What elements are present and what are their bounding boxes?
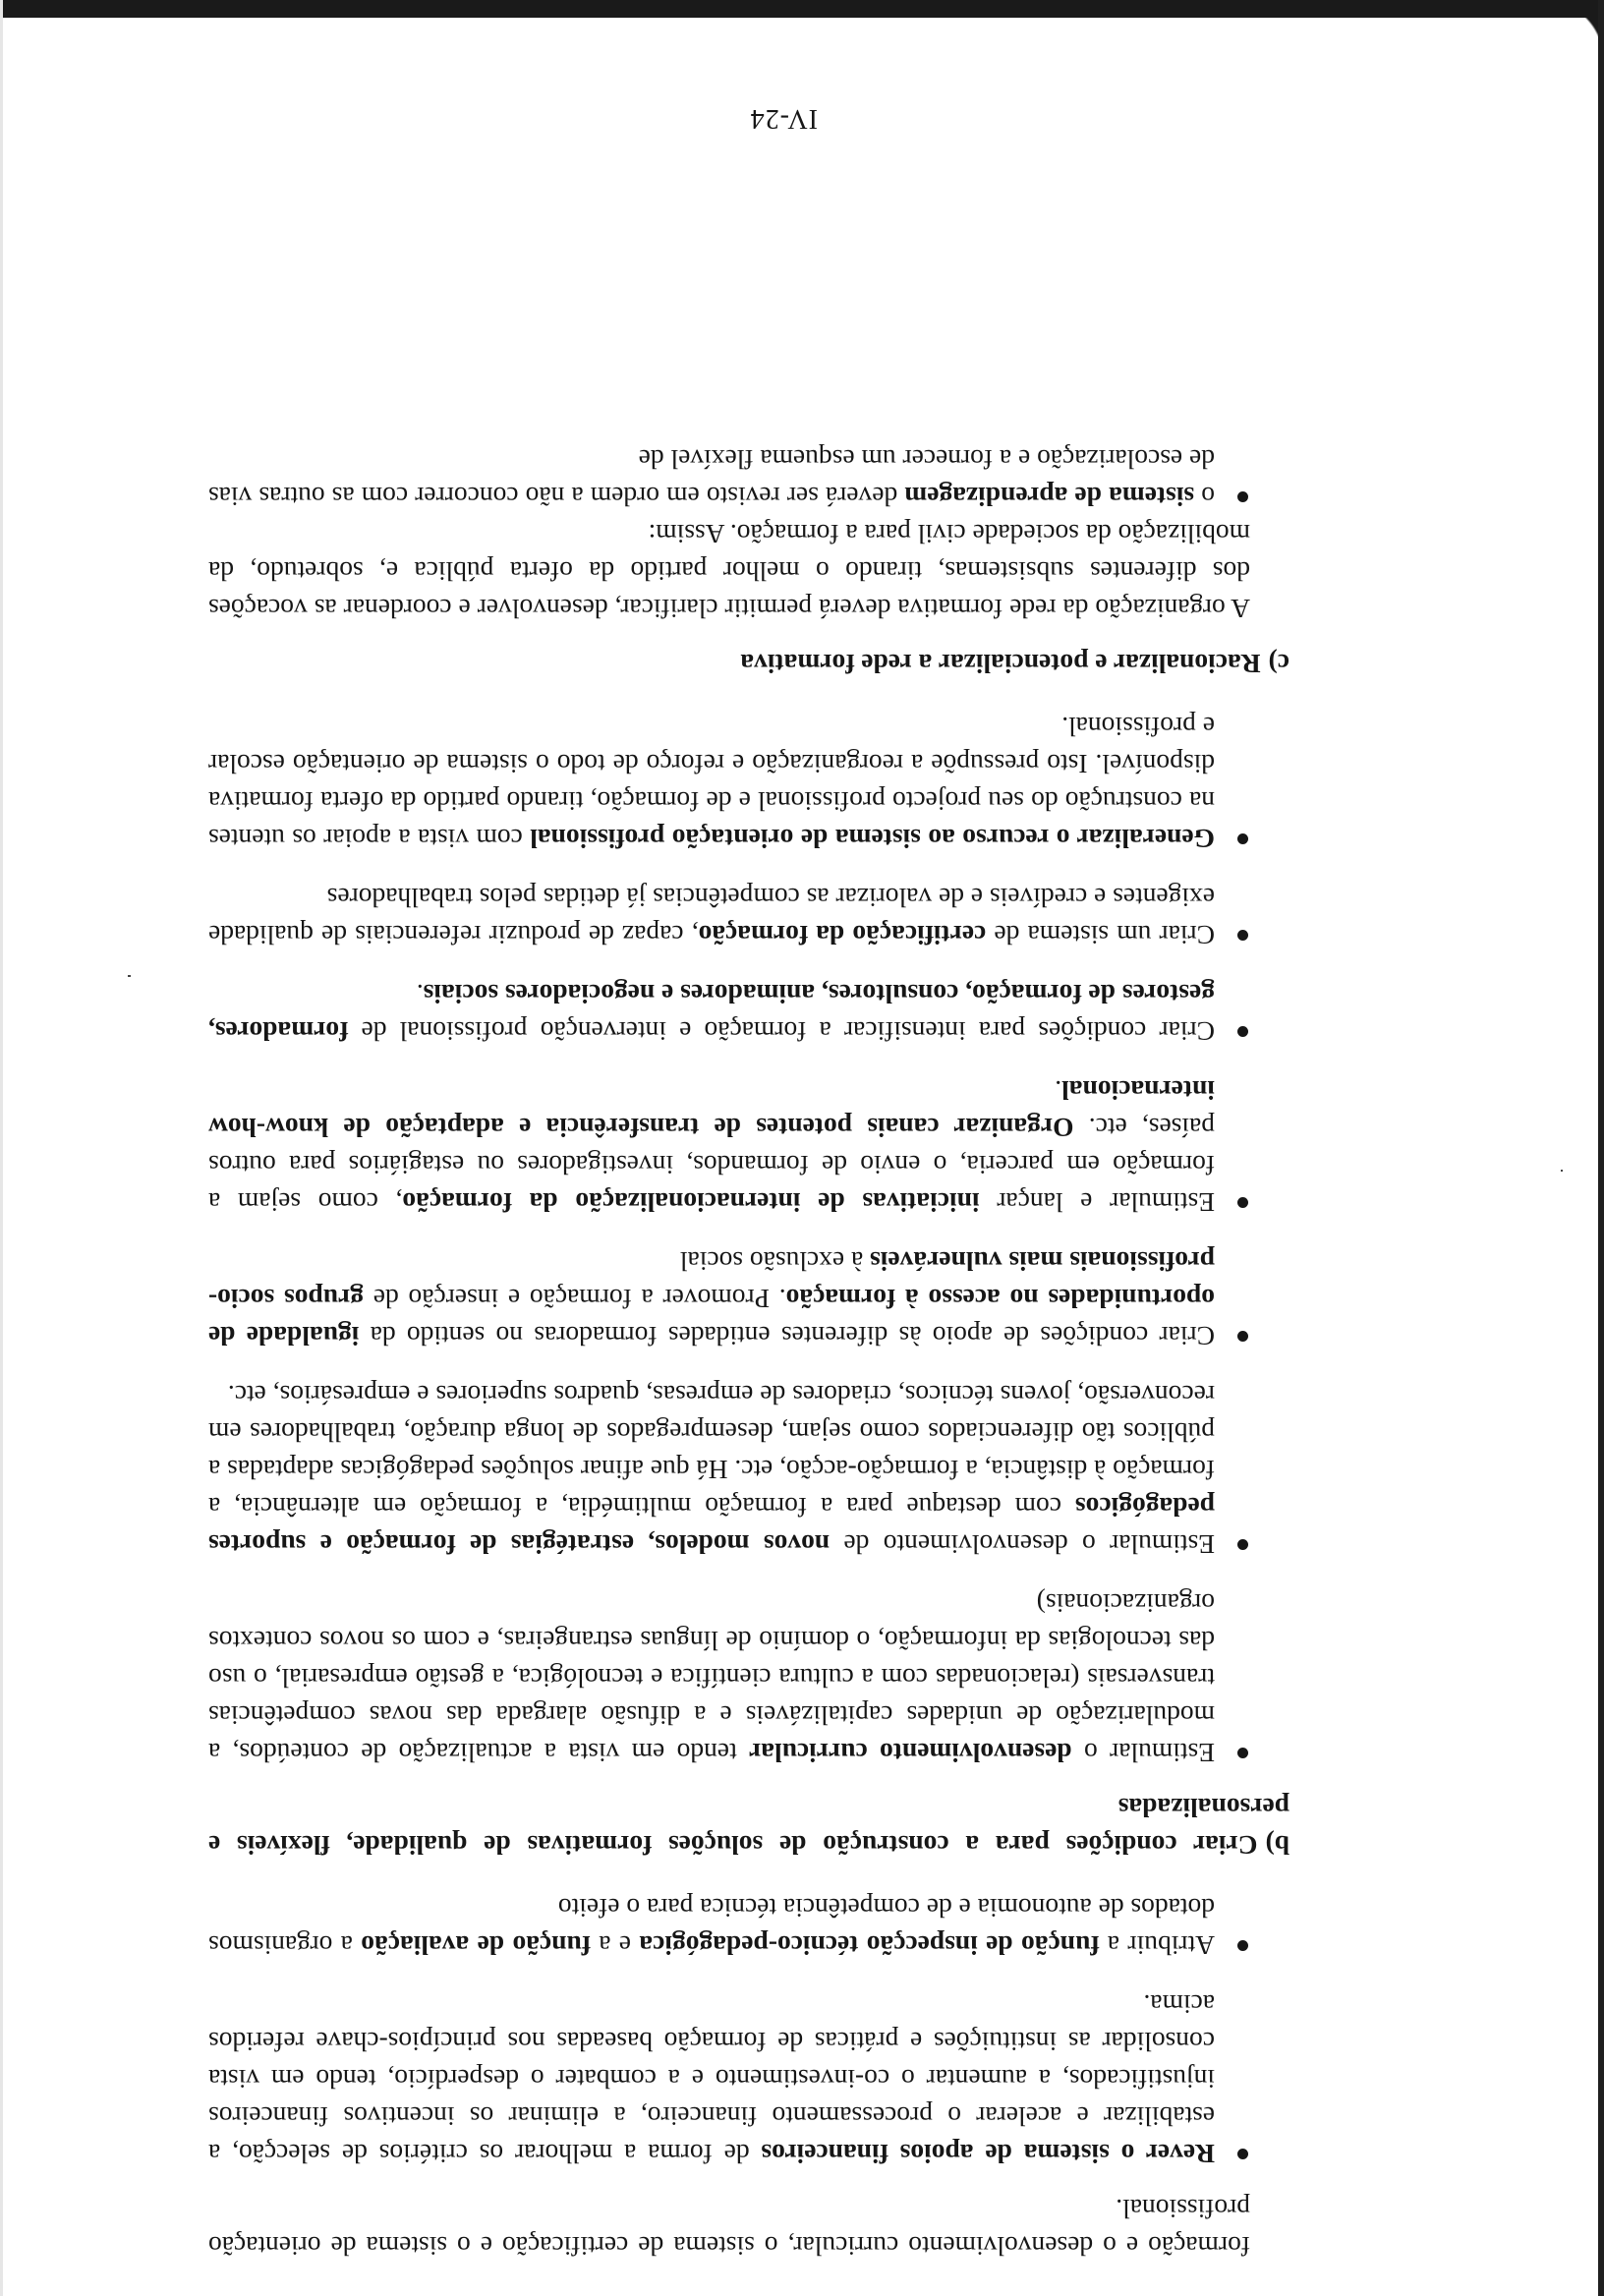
bullet-text: com vista a apoiar os utentes na construção do seu projecto profissional e de formação, tirando partido da oferta formativa disponível. Isto pressupõe a reorganização e reforço de todo o sistema de orientação escolar e profissional. bbox=[208, 712, 1215, 854]
page-number-text: IV-24 bbox=[749, 103, 818, 134]
section-label: c) bbox=[1268, 649, 1289, 679]
list-item bbox=[208, 1242, 1250, 1354]
list-item bbox=[208, 975, 1250, 1050]
list-item bbox=[208, 1071, 1250, 1221]
bullet-text: Criar condições de apoio às diferentes entidades formadoras no sentido da bbox=[359, 1321, 1215, 1351]
bullet-text: deverá ser revisto em ordem a não concorrer com as outras vias de escolarização e a fornecer um esquema flexível de bbox=[207, 444, 1215, 512]
bold-phrase: Rever o sistema de apoios financeiros bbox=[761, 2139, 1215, 2169]
bullet-text: Estimular e lançar bbox=[979, 1187, 1215, 1218]
bold-phrase: função de avaliação bbox=[361, 1930, 591, 1961]
bullet-text: a organismos dotados de autonomia e de competência técnica para o efeito bbox=[208, 1893, 1215, 1961]
bullet-text: de forma a melhorar os critérios de selecção, a estabilizar e acelerar o processamento financeiro, a eliminar os incentivos financeiros injustificados, a aumentar o co-investimento e a combater o desperdício, tendo em vista consolidar as instituições e práticas de formação baseadas nos princípios-chave referidos acima. bbox=[208, 1989, 1215, 2169]
bold-phrase: Generalizar o recurso ao sistema de orientação profissional bbox=[530, 824, 1215, 854]
bold-phrase: igualdade de oportunidades no acesso à formação bbox=[208, 1284, 1215, 1351]
list-item bbox=[208, 440, 1250, 515]
list-item bbox=[208, 879, 1250, 953]
bold-phrase: certificação da formação bbox=[698, 920, 987, 950]
section-title: Racionalizar e potencializar a rede formativa bbox=[740, 649, 1261, 679]
bold-phrase: grupos socio-profissionais mais vulneráveis bbox=[207, 1246, 1215, 1314]
bullet-icon bbox=[1237, 2149, 1248, 2159]
bullet-text: Estimular o desenvolvimento de bbox=[830, 1529, 1215, 1560]
list-item bbox=[208, 1376, 1250, 1563]
bullet-text: Atribuir a bbox=[1099, 1930, 1215, 1961]
bullet-icon bbox=[1237, 491, 1248, 502]
list-item bbox=[208, 708, 1250, 857]
bold-phrase: Organizar canais potentes de transferência e adaptação de know-how internacional bbox=[207, 1075, 1215, 1143]
section-heading-b bbox=[208, 1789, 1289, 1864]
bold-phrase: iniciativas de internacionalização da formação bbox=[402, 1187, 980, 1218]
bullet-text: , capaz de produzir referenciais de qualidade exigentes e credíveis e de valorizar as competências já detidas pelos trabalhadores bbox=[208, 883, 1215, 950]
bullet-text: à exclusão social bbox=[679, 1246, 871, 1277]
list-item bbox=[208, 1985, 1250, 2172]
bullet-text: tendo em vista a actualização de conteúdos, a modularização de unidades capitalizáveis e a difusão alargada das novas competências transversais (relacionadas com a cultura científica e tecnológica, a gestão empresarial, o uso das tecnologias da informação, o domínio de línguas estrangeiras, e com os novos contextos organizacionais) bbox=[208, 1588, 1215, 1768]
bold-phrase: desenvolvimento curricular bbox=[749, 1738, 1072, 1768]
bullet-text: o bbox=[1194, 482, 1215, 512]
document-body bbox=[207, 419, 1289, 2265]
bullet-icon bbox=[1237, 930, 1248, 941]
bullet-text: e a bbox=[590, 1930, 640, 1961]
list-item bbox=[208, 1584, 1250, 1771]
intro-paragraph: formação e o desenvolvimento curricular, o sistema de certificação e o sistema de orientação profissional. bbox=[208, 2194, 1250, 2262]
bold-phrase: função de inspecção técnico-pedagógica bbox=[639, 1930, 1100, 1961]
section-label: b) bbox=[1265, 1830, 1289, 1861]
list-item bbox=[208, 1889, 1250, 1964]
bullet-text: Criar condições para intensificar a formação e intervenção profissional de bbox=[348, 1016, 1215, 1047]
bold-phrase: novos modelos, estratégias de formação e suportes pedagógicos bbox=[207, 1492, 1215, 1560]
bullet-icon bbox=[1237, 1539, 1248, 1550]
bullet-icon bbox=[1237, 1197, 1248, 1208]
bullet-text: . bbox=[1055, 1075, 1062, 1106]
bold-phrase: formadores, gestores de formação, consultores, animadores e negociadores sociais bbox=[208, 979, 1215, 1047]
bullet-text: Estimular o bbox=[1071, 1738, 1215, 1768]
bullet-text: . Promover a formação e inserção de bbox=[363, 1284, 786, 1314]
bullet-text: com destaque para a formação multimédia, a formação em alternância, a formação à distância, a formação-acção, etc. Há que afinar soluções pedagógicas adaptadas a públicos tão diferenciados como sejam, desempregados de longa duração, trabalhadores em reconversão, jovens técnicos, criadores de empresas, quadros superiores e empresários, etc. bbox=[208, 1380, 1215, 1522]
section-heading-c bbox=[208, 645, 1289, 682]
bullet-text: . bbox=[416, 979, 424, 1009]
bullet-icon bbox=[1237, 1331, 1248, 1342]
bullet-icon bbox=[1237, 1940, 1248, 1951]
bullet-icon bbox=[1237, 833, 1248, 844]
bullet-icon bbox=[1237, 1026, 1248, 1037]
bullet-text: , como sejam a formação em parceria, o envio de formandos, investigadores ou estagiários para outros países, etc. bbox=[207, 1113, 1215, 1218]
section-title: Criar condições para a construção de soluções formativas de qualidade, flexíveis e personalizadas bbox=[208, 1793, 1289, 1861]
section-c-paragraph: A organização da rede formativa deverá permitir clarificar, desenvolver e coordenar as vocações dos diferentes subsistemas, tirando o melhor partido da oferta pública e, sobretudo, da mobilização da sociedade civil para a formação. Assim: bbox=[208, 519, 1250, 624]
bold-phrase: sistema de aprendizagem bbox=[904, 482, 1195, 512]
bullet-text: Criar um sistema de bbox=[986, 920, 1215, 950]
bullet-icon bbox=[1237, 1748, 1248, 1758]
